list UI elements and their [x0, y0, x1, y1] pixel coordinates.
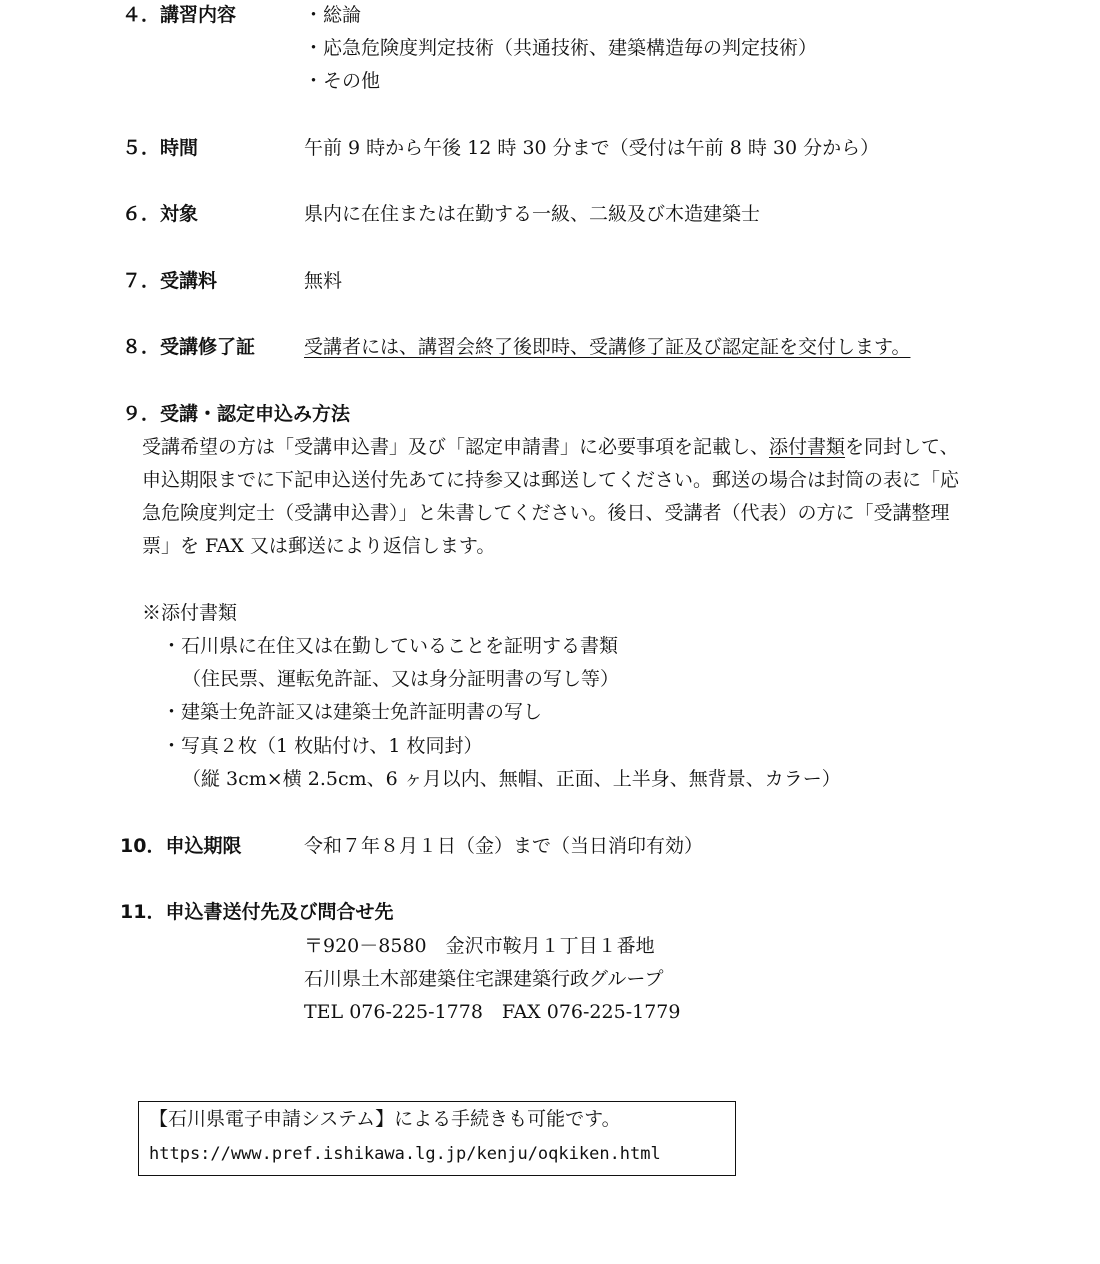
- section-7-value: 無料: [304, 270, 343, 292]
- paragraph-text: を同封して、: [845, 436, 959, 458]
- attachment-item: ・写真２枚（1 枚貼付け、1 枚同封）: [162, 735, 483, 757]
- section-4-item: ・応急危険度判定技術（共通技術、建築構造毎の判定技術）: [304, 37, 818, 59]
- attachments-title: ※添付書類: [142, 602, 238, 624]
- section-5-heading: ５．時間: [122, 137, 199, 159]
- section-9-paragraph-line: [142, 434, 959, 460]
- section-9-heading: ９．受講・認定申込み方法: [122, 403, 351, 425]
- attachment-note: （住民票、運転免許証、又は身分証明書の写し等）: [182, 668, 620, 690]
- section-5-value: 午前 9 時から午後 12 時 30 分まで（受付は午前 8 時 30 分から）: [304, 137, 880, 159]
- section-4-heading: ４．講習内容: [122, 4, 237, 26]
- contact-department: 石川県土木部建築住宅課建築行政グループ: [304, 968, 664, 990]
- section-9-paragraph-line: 票」を FAX 又は郵送により返信します。: [142, 535, 496, 557]
- section-11-heading: 11．申込書送付先及び問合せ先: [120, 901, 394, 923]
- paragraph-text: 受講希望の方は「受講申込書」及び「認定申請書」に必要事項を記載し、: [142, 436, 770, 458]
- section-8-value: 受講者には、講習会終了後即時、受講修了証及び認定証を交付します。: [304, 336, 911, 358]
- section-4-item: ・その他: [304, 70, 381, 92]
- section-6-heading: ６．対象: [122, 203, 199, 225]
- contact-address: 〒920－8580 金沢市鞍月１丁目１番地: [304, 935, 655, 957]
- electronic-application-notice: [138, 1101, 736, 1176]
- section-7-heading: ７．受講料: [122, 270, 218, 292]
- notice-title: 【石川県電子申請システム】による手続きも可能です。: [149, 1108, 621, 1130]
- section-4-item: ・総論: [304, 4, 362, 26]
- section-9-paragraph-line: 急危険度判定士（受講申込書）」と朱書してください。後日、受講者（代表）の方に「受講整理: [142, 502, 950, 524]
- section-9-paragraph-line: 申込期限までに下記申込送付先あてに持参又は郵送してください。郵送の場合は封筒の表に「応: [142, 469, 960, 491]
- attachment-item: ・建築士免許証又は建築士免許証明書の写し: [162, 701, 543, 723]
- section-6-value: 県内に在住または在勤する一級、二級及び木造建築士: [304, 203, 761, 225]
- section-10-value: 令和７年８月１日（金）まで（当日消印有効）: [304, 835, 704, 857]
- section-8-heading: ８．受講修了証: [122, 336, 256, 358]
- attached-documents-underlined: 添付書類: [769, 436, 846, 458]
- contact-phone-fax: TEL 076-225-1778 FAX 076-225-1779: [304, 1001, 681, 1023]
- section-10-heading: 10．申込期限: [120, 835, 242, 857]
- attachment-item: ・石川県に在住又は在勤していることを証明する書類: [162, 635, 619, 657]
- notice-url-link[interactable]: https://www.pref.ishikawa.lg.jp/kenju/oqkiken.html: [149, 1144, 661, 1164]
- attachment-note: （縦 3cm×横 2.5cm、6 ヶ月以内、無帽、正面、上半身、無背景、カラー）: [182, 768, 841, 790]
